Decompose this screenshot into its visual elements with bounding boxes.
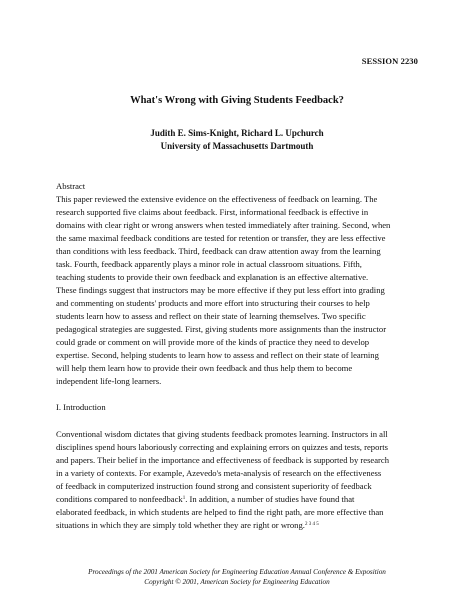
line-text: situations in which they are simply told whether they are right or wrong. [56, 520, 305, 530]
abstract-line: the same maximal feedback conditions are tested for retention or transfer, they are less effective [56, 233, 386, 243]
abstract-line: domains with clear right or wrong answers when tested immediately after training. Second, when [56, 220, 391, 230]
abstract-line: research supported five claims about feedback. First, informational feedback is effective in [56, 207, 369, 217]
author-affiliation: University of Massachusetts Dartmouth [160, 141, 314, 151]
abstract-line: than conditions with less feedback. Third, feedback can draw attention away from the learning [56, 246, 381, 256]
abstract-line: This paper reviewed the extensive evidence on the effectiveness of feedback on learning. The [56, 194, 378, 204]
paper-title: What's Wrong with Giving Students Feedback? [130, 95, 344, 106]
session-number: SESSION 2230 [361, 56, 418, 66]
introduction-line: of feedback in computerized instruction found strong and consistent superiority of feedback [56, 481, 372, 491]
introduction-line [56, 519, 424, 532]
introduction-line [56, 493, 424, 506]
author-names: Judith E. Sims-Knight, Richard L. Upchurch [150, 128, 324, 138]
abstract-line: task. Fourth, feedback apparently plays a minor role in actual classroom situations. Fifth, [56, 259, 362, 269]
introduction-line: disciplines spend hours laboriously correcting and explaining errors on quizzes and tests, reports [56, 442, 388, 452]
introduction-line: Conventional wisdom dictates that giving students feedback promotes learning. Instructors in all [56, 429, 388, 439]
introduction-line: and papers. Their belief in the importance and effectiveness of feedback is supported by research [56, 455, 390, 465]
line-text: . In addition, a number of studies have found that [185, 494, 355, 504]
abstract-line: independent life-long learners. [56, 376, 162, 386]
introduction-line: in a variety of contexts. For example, Azevedo's meta-analysis of research on the effectiveness [56, 468, 382, 478]
introduction-heading: I. Introduction [56, 402, 106, 412]
abstract-line: These findings suggest that instructors may be more effective if they put less effort into grading [56, 285, 385, 295]
page-footer [0, 567, 474, 587]
abstract-line: pedagogical strategies are suggested. First, giving students more assignments than the instructor [56, 324, 387, 334]
author-block [0, 127, 474, 153]
citation-superscript: 1 [182, 496, 186, 501]
footer-copyright: Copyright © 2001, American Society for Engineering Education [144, 578, 330, 586]
abstract-line: could grade or comment on will provide more of the kinds of practice they need to develop [56, 337, 370, 347]
abstract-line: and commenting on students' products and more effort into structuring their courses to help [56, 298, 370, 308]
abstract-paragraph [56, 193, 424, 388]
citation-superscript: 2 3 4 5 [304, 522, 319, 527]
abstract-line: students learn how to assess and reflect on their state of learning themselves. Two specific [56, 311, 366, 321]
footer-proceedings: Proceedings of the 2001 American Society for Engineering Education Annual Conference & Exposition [88, 568, 386, 576]
abstract-line: teaching students to provide their own feedback and explanation is an effective alternative. [56, 272, 369, 282]
abstract-heading: Abstract [56, 181, 86, 191]
abstract-line: will help them learn how to provide their own feedback and thus help them to become [56, 363, 353, 373]
introduction-line: elaborated feedback, in which students are helped to find the right path, are more effective than [56, 507, 384, 517]
line-text: conditions compared to nonfeedback [56, 494, 183, 504]
introduction-paragraph [56, 428, 424, 532]
abstract-line: expertise. Second, helping students to learn how to assess and reflect on their state of learning [56, 350, 379, 360]
